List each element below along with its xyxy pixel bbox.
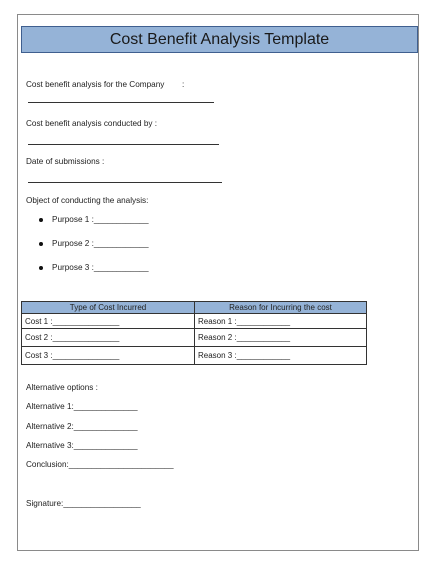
conclusion-field[interactable]: Conclusion:_______________________ xyxy=(26,460,174,469)
header-reason: Reason for Incurring the cost xyxy=(195,302,367,314)
reason-3-cell[interactable]: Reason 3 :____________ xyxy=(195,347,367,365)
signature-field[interactable]: Signature:_________________ xyxy=(26,499,141,508)
cost-2-cell[interactable]: Cost 2 :_______________ xyxy=(22,329,195,347)
company-input-line[interactable] xyxy=(28,102,214,103)
bullet-icon xyxy=(39,218,43,222)
object-label: Object of conducting the analysis: xyxy=(26,196,149,205)
table-row xyxy=(22,329,367,347)
company-colon: : xyxy=(182,80,185,89)
reason-1-cell[interactable]: Reason 1 :____________ xyxy=(195,314,367,329)
bullet-icon xyxy=(39,266,43,270)
alternative-2[interactable]: Alternative 2:______________ xyxy=(26,422,138,431)
table-row xyxy=(22,314,367,329)
cost-1-cell[interactable]: Cost 1 :_______________ xyxy=(22,314,195,329)
alternative-3[interactable]: Alternative 3:______________ xyxy=(26,441,138,450)
company-label: Cost benefit analysis for the Company xyxy=(26,80,165,89)
alternative-1[interactable]: Alternative 1:______________ xyxy=(26,402,138,411)
conducted-by-input-line[interactable] xyxy=(28,144,219,145)
alternatives-label: Alternative options : xyxy=(26,383,98,392)
reason-2-cell[interactable]: Reason 2 :____________ xyxy=(195,329,367,347)
purpose-1: Purpose 1 :____________ xyxy=(52,215,149,224)
date-input-line[interactable] xyxy=(28,182,222,183)
header-cost-type: Type of Cost Incurred xyxy=(22,302,195,314)
document-page xyxy=(17,14,419,551)
cost-table xyxy=(21,301,367,365)
date-label: Date of submissions : xyxy=(26,157,105,166)
conducted-by-label: Cost benefit analysis conducted by : xyxy=(26,119,158,128)
bullet-icon xyxy=(39,242,43,246)
table-row xyxy=(22,347,367,365)
cost-3-cell[interactable]: Cost 3 :_______________ xyxy=(22,347,195,365)
purpose-2: Purpose 2 :____________ xyxy=(52,239,149,248)
table-header-row xyxy=(22,302,367,314)
purpose-3: Purpose 3 :____________ xyxy=(52,263,149,272)
document-title: Cost Benefit Analysis Template xyxy=(21,26,418,53)
